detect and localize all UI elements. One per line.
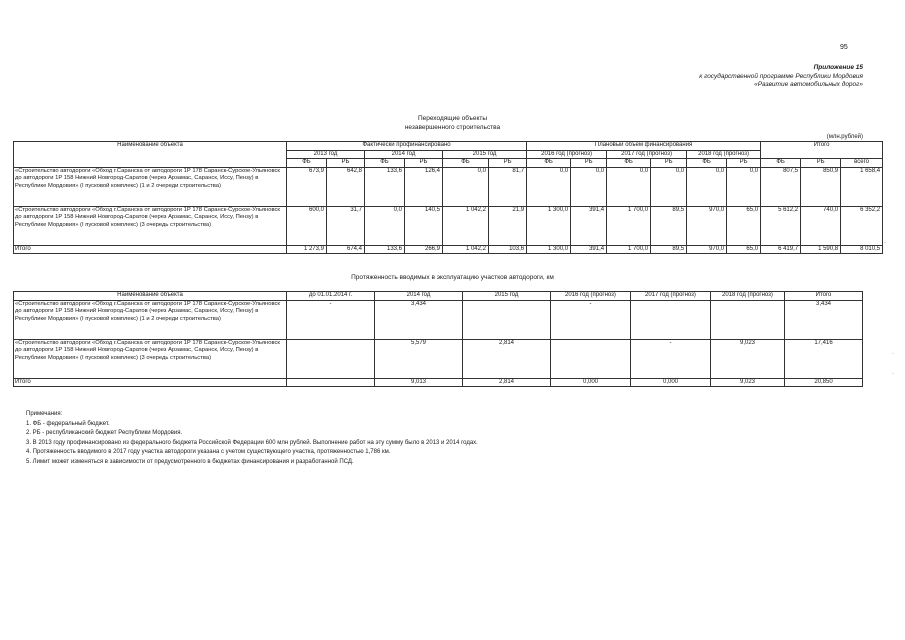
header-sub: ФБ — [287, 159, 327, 168]
unit-label: (млн.рублей) — [826, 134, 863, 140]
appendix-line2: к государственной программе Республики Мордовия — [699, 72, 863, 80]
total-row — [14, 245, 883, 254]
table2-header: 2018 год (прогноз) — [711, 292, 785, 301]
appendix-line3: «Развитие автомобильных дорог» — [754, 81, 863, 88]
header-sub: ФБ — [527, 159, 571, 168]
total-cell: 0,000 — [631, 378, 711, 387]
value-cell: - — [631, 339, 711, 378]
total-cell: 65,0 — [727, 245, 761, 254]
length-table — [13, 291, 863, 387]
table2-header: до 01.01.2014 г. — [287, 292, 375, 301]
value-cell: 5,579 — [375, 339, 463, 378]
table2-header: 2014 год — [375, 292, 463, 301]
header-sub: РБ — [651, 159, 687, 168]
total-cell: 89,5 — [651, 245, 687, 254]
total-cell — [287, 378, 375, 387]
header-name: Наименование объекта — [14, 142, 287, 168]
value-cell: 3,434 — [375, 300, 463, 339]
table2-header-row — [14, 292, 863, 301]
total-cell: 8 010,5 — [841, 245, 883, 254]
header-sub: РБ — [327, 159, 365, 168]
table2-header: 2015 год — [463, 292, 551, 301]
section2-title: Протяженность вводимых в эксплуатацию участков автодороги, км — [351, 274, 554, 281]
object-name: «Строительство автодороги «Обход г.Саранска от автодороги 1Р 178 Саранск-Сурское-Ульяновск до автодороги 1Р 158 Нижний Новгород-Саратов (через Арзамас, Саранск, Иссу, Пензу) в Республике Мордовия» (I пусковой комплекс) (3 очередь строительства) — [14, 206, 287, 245]
value-cell: 133,6 — [365, 167, 405, 206]
total-cell: 391,4 — [571, 245, 607, 254]
margin-mark: · — [892, 371, 894, 377]
value-cell: 126,4 — [405, 167, 443, 206]
header-year: 2018 год (прогноз) — [687, 150, 761, 159]
header-sub: РБ — [489, 159, 527, 168]
header-year: 2013 год — [287, 150, 365, 159]
value-cell: 807,5 — [761, 167, 801, 206]
header-sub: ФБ — [687, 159, 727, 168]
total-cell: 674,4 — [327, 245, 365, 254]
value-cell — [711, 300, 785, 339]
header-planned: Плановый объем финансирования — [527, 142, 761, 151]
value-cell: 740,0 — [801, 206, 841, 245]
table2-header: Итого — [785, 292, 863, 301]
note-item: 5. Лимит может изменяться в зависимости от предусмотренного в бюджетах финансирования и разработанной ПСД. — [26, 458, 354, 465]
table-row — [14, 300, 863, 339]
value-cell — [287, 339, 375, 378]
total-cell: 1 300,0 — [527, 245, 571, 254]
value-cell: 0,0 — [527, 167, 571, 206]
header-total: Итого — [761, 142, 883, 159]
value-cell: 5 612,2 — [761, 206, 801, 245]
total-cell: 9,023 — [711, 378, 785, 387]
value-cell: 2,814 — [463, 339, 551, 378]
total-cell: 133,6 — [365, 245, 405, 254]
value-cell: 0,0 — [687, 167, 727, 206]
value-cell: - — [551, 300, 631, 339]
value-cell: 0,0 — [727, 167, 761, 206]
total-cell: 266,9 — [405, 245, 443, 254]
header-year: 2015 год — [443, 150, 527, 159]
header-sub: РБ — [801, 159, 841, 168]
note-item: 1. ФБ - федеральный бюджет. — [26, 420, 110, 427]
value-cell: 21,9 — [489, 206, 527, 245]
value-cell: 600,0 — [287, 206, 327, 245]
header-sub: ФБ — [761, 159, 801, 168]
value-cell: 1 658,4 — [841, 167, 883, 206]
total-row — [14, 378, 863, 387]
table2-header: Наименование объекта — [14, 292, 287, 301]
total-cell: 2,814 — [463, 378, 551, 387]
value-cell: 850,9 — [801, 167, 841, 206]
total-cell: 103,6 — [489, 245, 527, 254]
note-item: 2. РБ - республиканский бюджет Республики Мордовия. — [26, 430, 183, 436]
value-cell: 0,0 — [607, 167, 651, 206]
margin-mark: · — [892, 351, 894, 357]
margin-mark: · — [884, 240, 886, 246]
header-year: 2014 год — [365, 150, 443, 159]
notes — [26, 410, 478, 467]
value-cell: 81,7 — [489, 167, 527, 206]
header-year: 2017 год (прогноз) — [607, 150, 687, 159]
object-name: «Строительство автодороги «Обход г.Саранска от автодороги 1Р 178 Саранск-Сурское-Ульяновск до автодороги 1Р 158 Нижний Новгород-Саратов (через Арзамас, Саранск, Иссу, Пензу) в Республике Мордовия» (I пусковой комплекс) (1 и 2 очереди строительства) — [14, 167, 287, 206]
value-cell: 89,5 — [651, 206, 687, 245]
value-cell: 673,9 — [287, 167, 327, 206]
object-name: «Строительство автодороги «Обход г.Саранска от автодороги 1Р 178 Саранск-Сурское-Ульяновск до автодороги 1Р 158 Нижний Новгород-Саратов (через Арзамас, Саранск, Иссу, Пензу) в Республике Мордовия» (I пусковой комплекс) (1 и 2 очереди строительства) — [14, 300, 287, 339]
table2-body — [14, 300, 863, 387]
header-sub: ФБ — [443, 159, 489, 168]
value-cell: 0,0 — [443, 167, 489, 206]
note-item: 4. Протяженность вводимого в 2017 году участка автодороги указана с учетом существующего участка, протяженностью 1,786 км. — [26, 449, 391, 455]
header-year: 2016 год (прогноз) — [527, 150, 607, 159]
table-row — [14, 167, 883, 206]
total-cell: 9,013 — [375, 378, 463, 387]
total-cell: 970,0 — [687, 245, 727, 254]
total-cell: 1 273,9 — [287, 245, 327, 254]
header-actual: Фактически профинансировано — [287, 142, 527, 151]
value-cell: 140,5 — [405, 206, 443, 245]
table2-header: 2016 год (прогноз) — [551, 292, 631, 301]
value-cell: 65,0 — [727, 206, 761, 245]
total-cell: 1 042,2 — [443, 245, 489, 254]
total-cell: 0,000 — [551, 378, 631, 387]
value-cell: 0,0 — [571, 167, 607, 206]
value-cell: - — [287, 300, 375, 339]
value-cell: 3,434 — [785, 300, 863, 339]
title-line1: Переходящие объекты — [417, 115, 488, 122]
value-cell: 1 042,2 — [443, 206, 489, 245]
value-cell: 970,0 — [687, 206, 727, 245]
value-cell: 642,8 — [327, 167, 365, 206]
title-line2: незавершенного строительства — [404, 124, 501, 131]
header-sub: РБ — [405, 159, 443, 168]
object-name: «Строительство автодороги «Обход г.Саранска от автодороги 1Р 178 Саранск-Сурское-Ульяновск до автодороги 1Р 158 Нижний Новгород-Саратов (через Арзамас, Саранск, Иссу, Пензу) в Республике Мордовия» (I пусковой комплекс) (3 очередь строительства) — [14, 339, 287, 378]
table2-header: 2017 год (прогноз) — [631, 292, 711, 301]
financing-table — [13, 141, 883, 254]
value-cell: 9,023 — [711, 339, 785, 378]
value-cell: 31,7 — [327, 206, 365, 245]
notes-heading: Примечания: — [26, 411, 63, 417]
header-sub: ФБ — [607, 159, 651, 168]
header-sub: РБ — [571, 159, 607, 168]
page-number: 95 — [840, 44, 848, 51]
total-label: Итого — [14, 245, 287, 254]
value-cell — [551, 339, 631, 378]
value-cell: 17,416 — [785, 339, 863, 378]
header-sub: ФБ — [365, 159, 405, 168]
appendix-title: Приложение 15 — [813, 64, 863, 71]
total-cell: 1 700,0 — [607, 245, 651, 254]
value-cell: 0,0 — [365, 206, 405, 245]
table1-body — [14, 167, 883, 254]
value-cell — [631, 300, 711, 339]
total-cell: 1 590,8 — [801, 245, 841, 254]
total-cell: 6 419,7 — [761, 245, 801, 254]
value-cell: 1 300,0 — [527, 206, 571, 245]
total-label: Итого — [14, 378, 287, 387]
value-cell: 391,4 — [571, 206, 607, 245]
appendix-header — [699, 64, 863, 90]
note-item: 3. В 2013 году профинансировано из федерального бюджета Российской Федерации 600 млн рублей. Выполнение работ на эту сумму было в 2013 и 2014 годах. — [26, 439, 478, 446]
document-title — [0, 114, 905, 132]
table-row — [14, 206, 883, 245]
table-row — [14, 339, 863, 378]
header-sub: РБ — [727, 159, 761, 168]
value-cell — [463, 300, 551, 339]
header-sub: всего — [841, 159, 883, 168]
total-cell: 20,850 — [785, 378, 863, 387]
value-cell: 1 700,0 — [607, 206, 651, 245]
value-cell: 6 352,2 — [841, 206, 883, 245]
value-cell: 0,0 — [651, 167, 687, 206]
